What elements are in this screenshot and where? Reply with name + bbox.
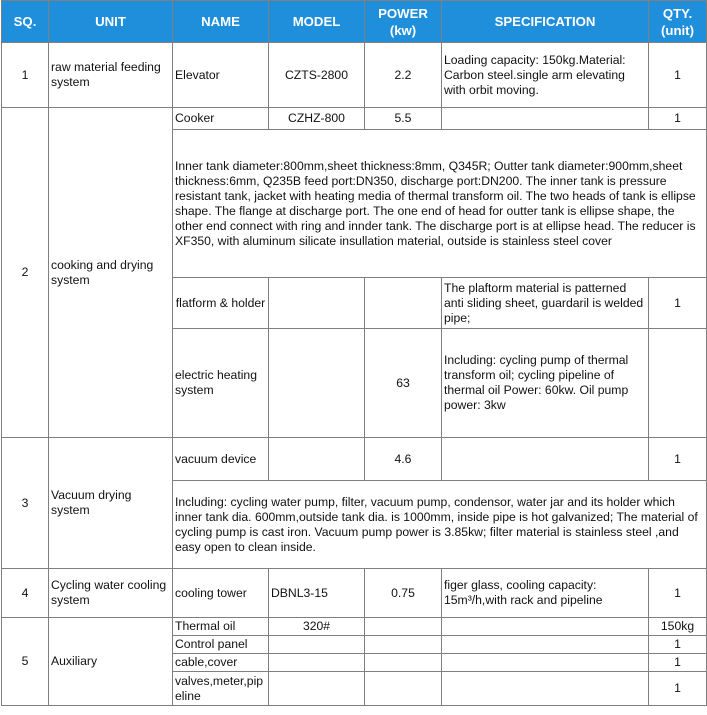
cell-unit: cooking and drying system xyxy=(49,108,173,438)
cell-spec xyxy=(442,108,649,130)
tank-description: Inner tank diameter:800mm,sheet thickness:8mm, Q345R; Outter tank diameter:900mm,sheet thickness:6mm, Q235B feed port:DN350, discharge port:DN200. The inner tank is pressure resistant tank, jacket with heating media of thermal transform oil. The two heads of tank is ellipse shape. The flange at discharge port. The one end of head for outter tank is ellipse shape, the other end connect with ring and innder tank. The discharge port is at ellipse head. The reducer is XF350, with aluminum silicate insullation material, outside is stainless steel cover xyxy=(173,130,707,278)
vacuum-description: Including: cycling water pump, filter, vacuum pump, condensor, water jar and its holder which inner tank dia. 600mm,outside tank dia. is 1000mm, inside pipe is hot galvanized; The material of cycling pump is cast iron. Vacuum pump power is 3.85kw; filter material is stainless steel ,and easy open to clean inside. xyxy=(173,481,707,569)
cell-spec: figer glass, cooling capacity: 15m³/h,with rack and pipeline xyxy=(442,569,649,618)
table-row xyxy=(2,618,707,636)
table-row xyxy=(2,108,707,130)
cell-model xyxy=(269,654,365,672)
cell-name: electric heating system xyxy=(173,329,269,438)
cell-qty: 1 xyxy=(649,438,707,481)
cell-qty: 1 xyxy=(649,108,707,130)
equipment-table xyxy=(1,0,707,706)
cell-model: CZHZ-800 xyxy=(269,108,365,130)
cell-power xyxy=(365,636,442,654)
cell-name: flatform & holder xyxy=(173,278,269,329)
header-model: MODEL xyxy=(269,1,365,43)
cell-qty: 150kg xyxy=(649,618,707,636)
header-power-unit: (kw) xyxy=(389,22,417,38)
cell-model xyxy=(269,329,365,438)
cell-name: Elevator xyxy=(173,43,269,108)
cell-qty: 1 xyxy=(649,569,707,618)
header-spec: SPECIFICATION xyxy=(442,1,649,43)
cell-model xyxy=(269,278,365,329)
cell-unit: Auxiliary xyxy=(49,618,173,706)
header-sq: SQ. xyxy=(2,1,49,43)
header-power xyxy=(365,1,442,43)
cell-name: Cooker xyxy=(173,108,269,130)
cell-spec xyxy=(442,438,649,481)
cell-name: valves,meter,pipeline xyxy=(173,672,269,706)
table-row xyxy=(2,569,707,618)
cell-spec xyxy=(442,654,649,672)
cell-qty: 1 xyxy=(649,43,707,108)
cell-model: CZTS-2800 xyxy=(269,43,365,108)
cell-power: 63 xyxy=(365,329,442,438)
cell-spec: The plaftorm material is patterned anti sliding sheet, guardaril is welded pipe; xyxy=(442,278,649,329)
cell-power: 4.6 xyxy=(365,438,442,481)
cell-power: 5.5 xyxy=(365,108,442,130)
cell-model xyxy=(269,438,365,481)
header-qty-label: QTY. xyxy=(662,5,693,21)
cell-sq: 3 xyxy=(2,438,49,569)
cell-model: 320# xyxy=(269,618,365,636)
header-row xyxy=(2,1,707,43)
header-qty-unit: (unit) xyxy=(661,22,694,38)
cell-sq: 2 xyxy=(2,108,49,438)
cell-power xyxy=(365,654,442,672)
cell-spec: Loading capacity: 150kg.Material: Carbon steel.single arm elevating with orbit moving. xyxy=(442,43,649,108)
cell-qty: 1 xyxy=(649,278,707,329)
cell-name: vacuum device xyxy=(173,438,269,481)
header-qty xyxy=(649,1,707,43)
header-name: NAME xyxy=(173,1,269,43)
header-unit: UNIT xyxy=(49,1,173,43)
cell-unit: raw material feeding system xyxy=(49,43,173,108)
cell-model xyxy=(269,672,365,706)
cell-qty: 1 xyxy=(649,636,707,654)
cell-power xyxy=(365,672,442,706)
cell-sq: 5 xyxy=(2,618,49,706)
cell-qty xyxy=(649,329,707,438)
table-row xyxy=(2,438,707,481)
cell-spec xyxy=(442,618,649,636)
header-power-label: POWER xyxy=(378,5,428,21)
cell-unit: Vacuum drying system xyxy=(49,438,173,569)
cell-power: 2.2 xyxy=(365,43,442,108)
cell-name: cooling tower xyxy=(173,569,269,618)
table-row xyxy=(2,43,707,108)
cell-power xyxy=(365,278,442,329)
cell-model: DBNL3-15 xyxy=(269,569,365,618)
cell-spec: Including: cycling pump of thermal transform oil; cycling pipeline of thermal oil Power: 60kw. Oil pump power: 3kw xyxy=(442,329,649,438)
cell-sq: 1 xyxy=(2,43,49,108)
cell-sq: 4 xyxy=(2,569,49,618)
cell-spec xyxy=(442,672,649,706)
cell-name: Thermal oil xyxy=(173,618,269,636)
cell-model xyxy=(269,636,365,654)
cell-spec xyxy=(442,636,649,654)
cell-power xyxy=(365,618,442,636)
cell-qty: 1 xyxy=(649,672,707,706)
cell-qty: 1 xyxy=(649,654,707,672)
cell-power: 0.75 xyxy=(365,569,442,618)
cell-name: Control panel xyxy=(173,636,269,654)
cell-unit: Cycling water cooling system xyxy=(49,569,173,618)
cell-name: cable,cover xyxy=(173,654,269,672)
